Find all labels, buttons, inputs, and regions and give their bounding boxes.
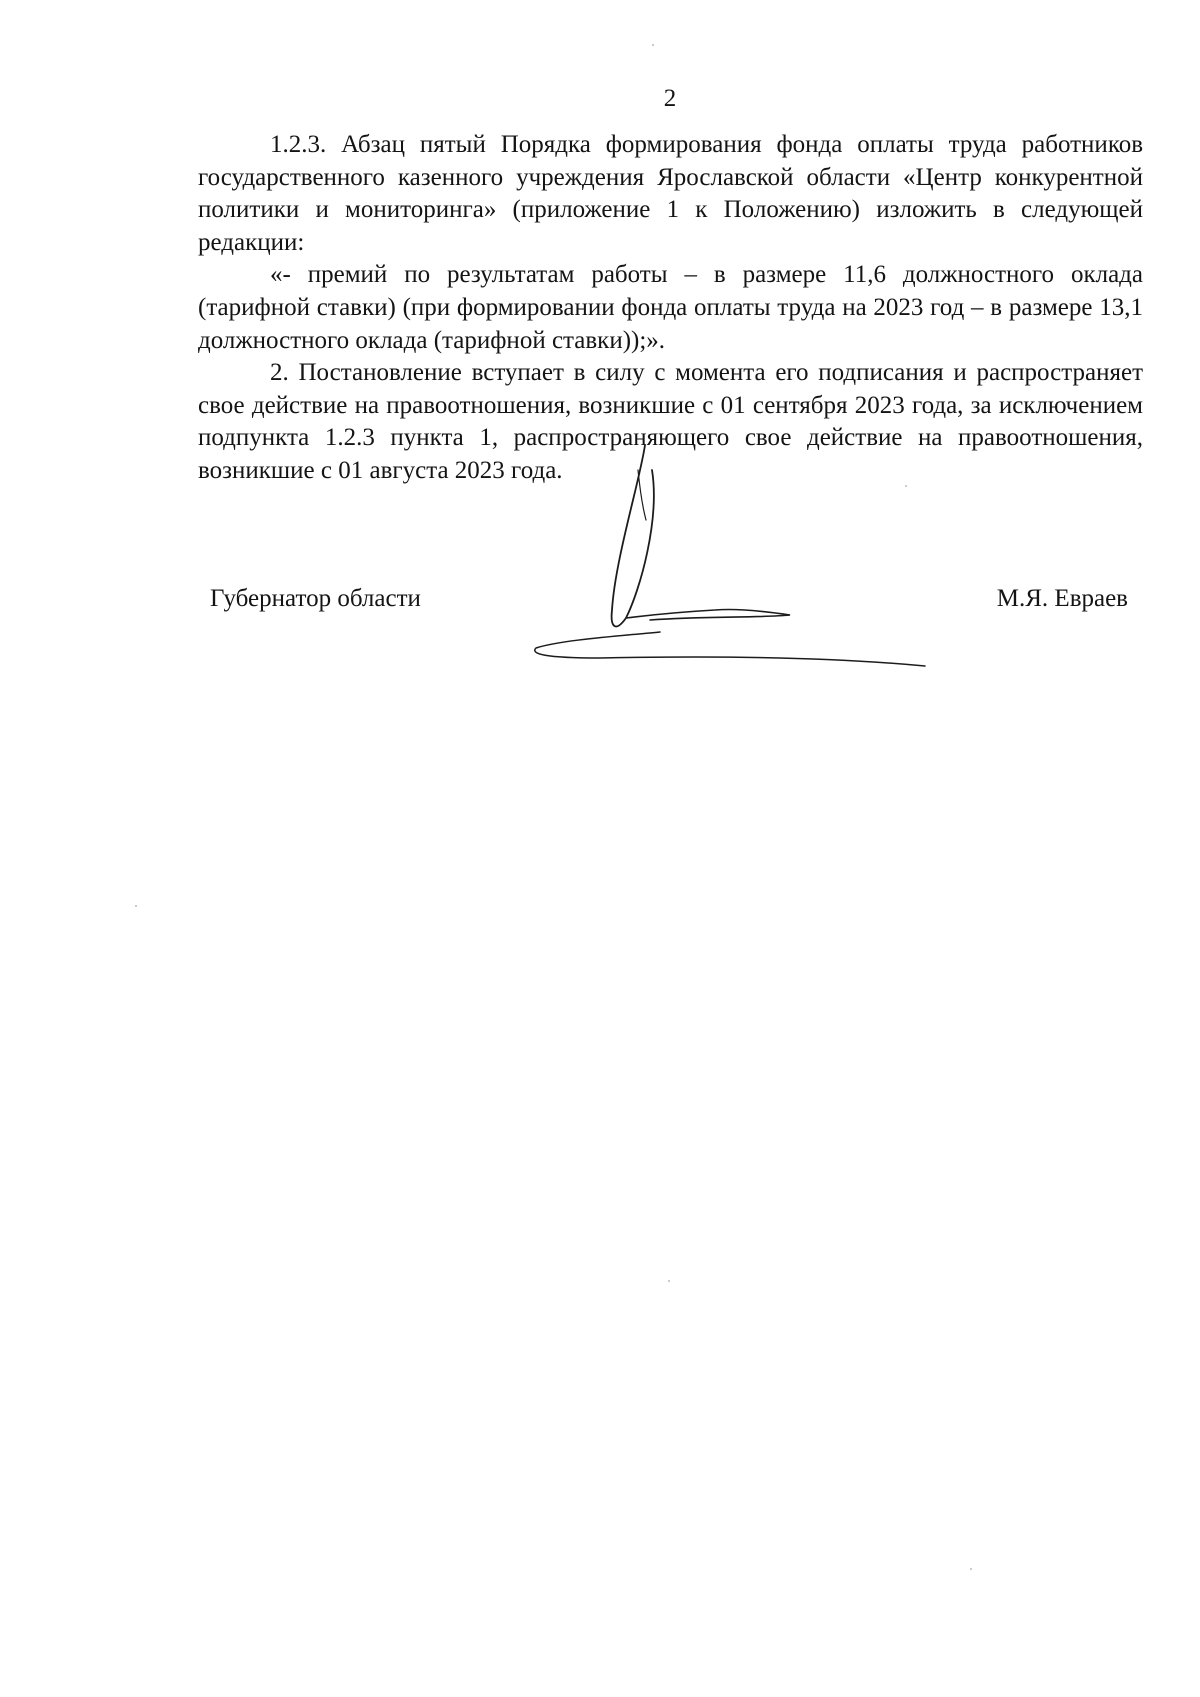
- scan-speck: [135, 905, 137, 907]
- signature-stroke-underline: [535, 632, 925, 666]
- page-number: 2: [663, 85, 677, 112]
- document-body: [198, 129, 1143, 488]
- signer-position: Губернатор области: [210, 585, 421, 612]
- signer-name: М.Я. Евраев: [996, 585, 1128, 612]
- paragraph-1-2-3: 1.2.3. Абзац пятый Порядка формирования фонда оплаты труда работников государственного казенного учреждения Ярославской области «Центр конкурентной политики и мониторинга» (приложение 1 к Положению) изложить в следующей редакции:: [198, 131, 1143, 256]
- scan-speck: [652, 44, 654, 46]
- scan-speck: [970, 1568, 972, 1570]
- paragraph-2-effective-date: 2. Постановление вступает в силу с момента его подписания и распространяет свое действие на правоотношения, возникшие с 01 сентября 2023 года, за исключением подпункта 1.2.3 пункта 1, распространяющего свое действие на правоотношения, возникшие с 01 августа 2023 года.: [198, 359, 1143, 484]
- scan-speck: [905, 485, 907, 487]
- signature-stroke-tail: [626, 609, 790, 620]
- paragraph-quoted-amendment: «- премий по результатам работы – в размере 11,6 должностного оклада (тарифной ставки) (при формировании фонда оплаты труда на 2023 год – в размере 13,1 должностного оклада (тарифной ставки));».: [198, 261, 1143, 354]
- scan-speck: [668, 1280, 670, 1282]
